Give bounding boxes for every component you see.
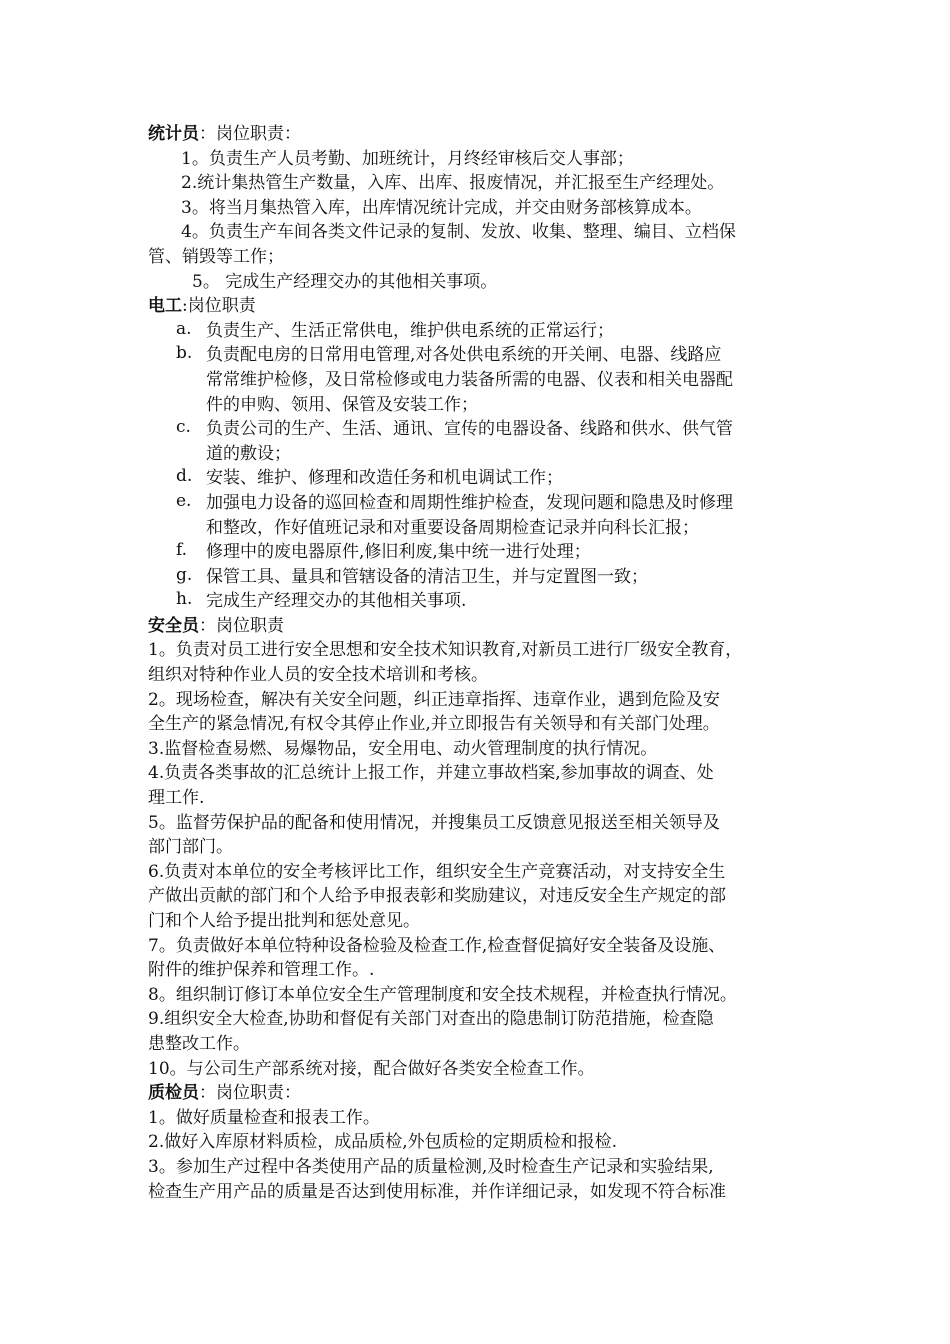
item-line: 加强电力设备的巡回检查和周期性维护检查，发现问题和隐患及时修理 <box>206 492 733 513</box>
electrician-item <box>148 319 808 344</box>
heading-rest: :岗位职责 <box>182 296 256 317</box>
item-label: f. <box>176 540 188 561</box>
section-heading-statistician <box>148 122 808 147</box>
electrician-item <box>148 565 808 590</box>
safety-line: 1。负责对员工进行安全思想和安全技术知识教育,对新员工进行厂级安全教育， <box>148 640 743 661</box>
qc-line: 检查生产用产品的质量是否达到使用标准，并作详细记录，如发现不符合标准 <box>148 1181 726 1202</box>
statistician-item: 2.统计集热管生产数量，入库、出库、报废情况，并汇报至生产经理处。 <box>181 173 725 194</box>
electrician-item <box>148 417 808 466</box>
item-line: 和整改，作好值班记录和对重要设备周期检查记录并向科长汇报； <box>206 517 699 538</box>
item-label: a. <box>176 318 192 339</box>
safety-line: 全生产的紧急情况,有权令其停止作业,并立即报告有关领导和有关部门处理。 <box>148 714 720 735</box>
electrician-item <box>148 589 808 614</box>
heading-rest: ：岗位职责： <box>199 1083 301 1104</box>
statistician-item: 5。 完成生产经理交办的其他相关事项。 <box>192 271 498 292</box>
heading-title: 电工 <box>148 296 182 317</box>
heading-title: 统计员 <box>148 124 199 144</box>
safety-line: 9.组织安全大检查,协助和督促有关部门对查出的隐患制订防范措施，检查隐 <box>148 1009 714 1030</box>
statistician-item: 3。将当月集热管入库，出库情况统计完成，并交由财务部核算成本。 <box>181 197 702 218</box>
safety-line: 8。组织制订修订本单位安全生产管理制度和安全技术规程，并检查执行情况。 <box>148 984 737 1005</box>
document-body <box>148 122 808 1204</box>
item-line: 保管工具、量具和管辖设备的清洁卫生，并与定置图一致； <box>206 566 648 587</box>
qc-line: 3。参加生产过程中各类使用产品的质量检测,及时检查生产记录和实验结果, <box>148 1156 714 1177</box>
section-heading-electrician <box>148 294 808 319</box>
section-heading-qc <box>148 1081 808 1106</box>
item-line: 负责生产、生活正常供电，维护供电系统的正常运行； <box>206 320 614 341</box>
electrician-item <box>148 343 808 417</box>
safety-line: 5。监督劳保护品的配备和使用情况，并搜集员工反馈意见报送至相关领导及 <box>148 812 720 833</box>
item-label: e. <box>176 490 192 511</box>
statistician-item-continuation: 管、销毁等工作； <box>148 246 284 267</box>
section-heading-safety <box>148 614 808 639</box>
safety-line: 门和个人给予提出批判和惩处意见。 <box>148 911 420 931</box>
heading-title: 安全员 <box>148 615 199 636</box>
item-text <box>206 417 808 466</box>
heading-title: 质检员 <box>148 1083 199 1104</box>
safety-line: 4.负责各类事故的汇总统计上报工作，并建立事故档案,参加事故的调查、处 <box>148 763 714 784</box>
item-line: 完成生产经理交办的其他相关事项. <box>206 591 467 612</box>
item-line: 负责配电房的日常用电管理,对各处供电系统的开关闸、电器、线路应 <box>206 345 722 366</box>
heading-rest: ：岗位职责： <box>199 124 301 144</box>
safety-line: 10。与公司生产部系统对接，配合做好各类安全检查工作。 <box>148 1058 595 1079</box>
item-text <box>206 466 808 491</box>
safety-line: 组织对特种作业人员的安全技术培训和考核。 <box>148 665 488 686</box>
item-text <box>206 565 808 590</box>
item-label: d. <box>176 466 193 487</box>
qc-line: 1。做好质量检查和报表工作。 <box>148 1107 380 1128</box>
safety-line: 附件的维护保养和管理工作。. <box>148 960 375 981</box>
item-line: 道的敷设； <box>206 443 291 464</box>
item-line: 安装、维护、修理和改造任务和机电调试工作； <box>206 468 563 489</box>
item-line: 常常维护检修，及日常检修或电力装备所需的电器、仪表和相关电器配 <box>206 369 733 390</box>
safety-line: 3.监督检查易燃、易爆物品，安全用电、动火管理制度的执行情况。 <box>148 738 658 759</box>
statistician-item: 1。负责生产人员考勤、加班统计，月终经审核后交人事部； <box>181 148 634 169</box>
safety-line: 产做出贡献的部门和个人给予申报表彰和奖励建议，对违反安全生产规定的部 <box>148 886 726 907</box>
item-label: g. <box>176 564 193 585</box>
item-text <box>206 319 808 344</box>
safety-line: 部门部门。 <box>148 837 233 858</box>
item-text <box>206 343 808 417</box>
safety-line: 理工作. <box>148 788 205 809</box>
qc-line: 2.做好入库原材料质检，成品质检,外包质检的定期质检和报检. <box>148 1132 618 1153</box>
item-line: 修理中的废电器原件,修旧利废,集中统一进行处理； <box>206 542 591 563</box>
electrician-item <box>148 491 808 540</box>
statistician-item: 4。负责生产车间各类文件记录的复制、发放、收集、整理、编目、立档保 <box>181 222 736 243</box>
electrician-item <box>148 540 808 565</box>
item-label: c. <box>176 417 191 438</box>
electrician-item <box>148 466 808 491</box>
safety-line: 2。现场检查，解决有关安全问题，纠正违章指挥、违章作业，遇到危险及安 <box>148 689 720 710</box>
item-label: h. <box>176 589 193 610</box>
safety-line: 6.负责对本单位的安全考核评比工作，组织安全生产竞赛活动，对支持安全生 <box>148 861 726 882</box>
safety-line: 7。负责做好本单位特种设备检验及检查工作,检查督促搞好安全装备及设施、 <box>148 935 726 956</box>
item-line: 负责公司的生产、生活、通讯、宣传的电器设备、线路和供水、供气管 <box>206 419 733 440</box>
item-label: b. <box>176 343 193 364</box>
heading-rest: ：岗位职责 <box>199 615 284 636</box>
item-text <box>206 540 808 565</box>
item-text <box>206 589 808 614</box>
item-text <box>206 491 808 540</box>
safety-line: 患整改工作。 <box>148 1033 250 1054</box>
item-line: 件的申购、领用、保管及安装工作； <box>206 394 478 415</box>
